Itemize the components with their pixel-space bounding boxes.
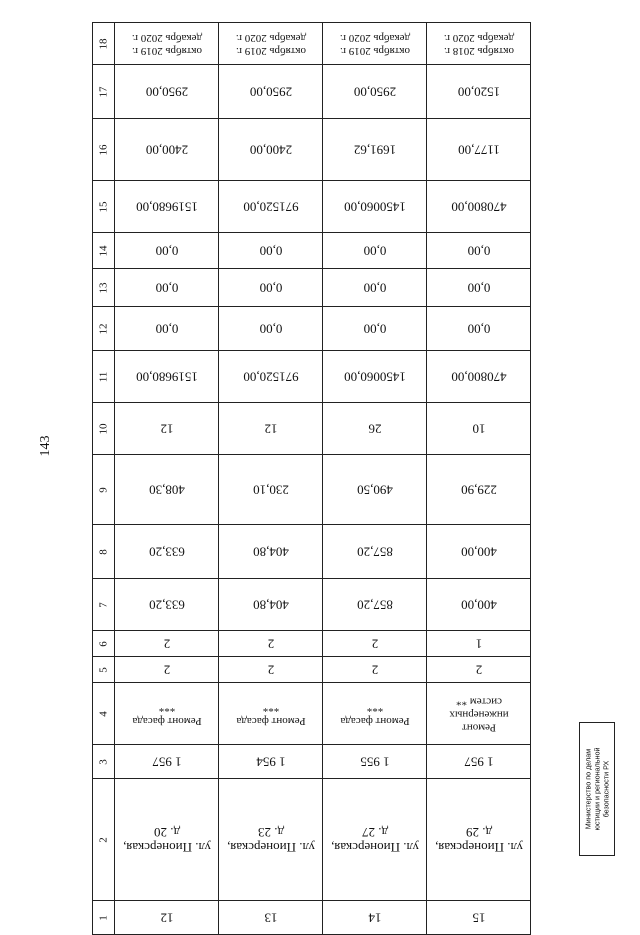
cell-value: 633,20: [148, 597, 185, 612]
table-row: [93, 455, 531, 525]
table-cell: [427, 23, 531, 65]
cell-text: д. 23: [257, 824, 284, 840]
cell-value: 0,00: [259, 243, 282, 258]
column-number: 6: [97, 640, 109, 647]
cell-value: 470800,00: [450, 369, 507, 384]
table-cell: [115, 525, 219, 579]
cell-value: 1: [475, 636, 482, 651]
cell-value: 490,50: [356, 482, 393, 497]
table-cell: [115, 269, 219, 307]
column-number-cell: [93, 307, 115, 351]
cell-value: 229,90: [460, 482, 497, 497]
table-cell: [115, 65, 219, 119]
cell-value: 1 954: [255, 754, 286, 769]
table-cell: [323, 579, 427, 631]
cell-text: д. 29: [465, 824, 492, 840]
table-row: [93, 181, 531, 233]
cell-value: 1520,00: [457, 84, 500, 99]
cell-value: 857,20: [356, 597, 393, 612]
data-table: [92, 22, 531, 935]
table-row: [93, 525, 531, 579]
cell-value: 2: [267, 662, 274, 677]
table-cell: [323, 351, 427, 403]
table-cell: [219, 23, 323, 65]
cell-text: Ремонт фасада: [235, 714, 306, 727]
table-row: [93, 657, 531, 683]
cell-value: 404,80: [252, 597, 289, 612]
cell-value: 1 957: [151, 754, 182, 769]
table-cell: [115, 579, 219, 631]
table-cell: [323, 119, 427, 181]
table-cell: [323, 181, 427, 233]
column-number-cell: [93, 901, 115, 935]
cell-text: октябрь 2019 г.: [339, 44, 410, 57]
column-number: 3: [97, 758, 109, 765]
table-row: [93, 745, 531, 779]
table-cell: [115, 181, 219, 233]
cell-value: 470800,00: [450, 199, 507, 214]
cell-text: декабрь 2020 г.: [131, 31, 202, 44]
cell-value: 0,00: [155, 280, 178, 295]
cell-text: систем **: [455, 695, 502, 707]
column-number: 16: [97, 144, 109, 155]
table-row: [93, 403, 531, 455]
cell-value: 12: [264, 421, 277, 436]
table-row: [93, 779, 531, 901]
table-cell: [219, 181, 323, 233]
column-number-cell: [93, 683, 115, 745]
cell-value: 1177,00: [457, 142, 500, 157]
column-number-cell: [93, 181, 115, 233]
stamp-line: юстиции и региональной: [592, 747, 602, 831]
column-number-cell: [93, 403, 115, 455]
cell-text: ***: [262, 701, 279, 714]
cell-text: декабрь 2020 г.: [443, 31, 514, 44]
table-cell: [427, 269, 531, 307]
table-cell: [219, 233, 323, 269]
column-number: 12: [97, 323, 109, 334]
column-number: 2: [97, 836, 109, 843]
cell-value: 400,00: [460, 597, 497, 612]
table-cell: [219, 65, 323, 119]
table-row: [93, 631, 531, 657]
cell-value: 971520,00: [242, 199, 299, 214]
table-cell: [323, 745, 427, 779]
cell-value: 0,00: [363, 243, 386, 258]
column-number: 10: [97, 423, 109, 434]
cell-value: 2: [371, 636, 378, 651]
table-cell: [115, 233, 219, 269]
cell-value: 1450060,00: [343, 199, 406, 214]
column-number-cell: [93, 65, 115, 119]
cell-value: 0,00: [155, 243, 178, 258]
table-cell: [323, 65, 427, 119]
cell-value: 12: [160, 910, 173, 925]
cell-value: 2400,00: [145, 142, 188, 157]
table-cell: [323, 901, 427, 935]
cell-value: 2: [475, 662, 482, 677]
cell-value: 230,10: [252, 482, 289, 497]
table-row: [93, 307, 531, 351]
table-cell: [427, 683, 531, 745]
cell-text: октябрь 2019 г.: [235, 44, 306, 57]
column-number-cell: [93, 525, 115, 579]
cell-text: ***: [158, 701, 175, 714]
table-cell: [323, 307, 427, 351]
table-row: [93, 351, 531, 403]
cell-value: 2: [163, 662, 170, 677]
cell-value: 1519680,00: [135, 369, 198, 384]
cell-text: октябрь 2018 г.: [443, 44, 514, 57]
cell-value: 857,20: [356, 544, 393, 559]
column-number: 17: [97, 86, 109, 97]
table-cell: [115, 683, 219, 745]
column-number: 11: [97, 371, 109, 382]
table-cell: [219, 351, 323, 403]
cell-value: 2: [371, 662, 378, 677]
cell-text: Ремонт фасада: [339, 714, 410, 727]
stamp-line: безопасности РХ: [601, 760, 611, 818]
table-cell: [427, 455, 531, 525]
table-row: [93, 579, 531, 631]
page-number: 143: [38, 435, 53, 457]
column-number: 15: [97, 201, 109, 212]
table-cell: [115, 23, 219, 65]
cell-text: декабрь 2020 г.: [339, 31, 410, 44]
table-cell: [427, 901, 531, 935]
table-cell: [427, 65, 531, 119]
table-cell: [323, 233, 427, 269]
cell-value: 1 957: [463, 754, 494, 769]
cell-text: ул. Пионерская,: [434, 839, 523, 855]
cell-value: 2: [163, 636, 170, 651]
table-cell: [219, 579, 323, 631]
table-cell: [427, 745, 531, 779]
cell-value: 400,00: [460, 544, 497, 559]
column-number: 14: [97, 245, 109, 256]
table-cell: [219, 631, 323, 657]
column-number: 9: [97, 486, 109, 493]
table-cell: [427, 351, 531, 403]
cell-value: 0,00: [467, 321, 490, 336]
cell-value: 2400,00: [249, 142, 292, 157]
cell-value: 0,00: [467, 280, 490, 295]
cell-text: Ремонт: [461, 721, 496, 733]
column-number: 13: [97, 282, 109, 293]
table-cell: [323, 657, 427, 683]
table-cell: [115, 901, 219, 935]
table-cell: [323, 683, 427, 745]
cell-value: 12: [160, 421, 173, 436]
cell-text: д. 20: [153, 824, 180, 840]
table-cell: [427, 779, 531, 901]
cell-value: 26: [368, 421, 381, 436]
table-cell: [219, 683, 323, 745]
column-number-cell: [93, 631, 115, 657]
table-cell: [115, 403, 219, 455]
cell-text: ул. Пионерская,: [330, 839, 419, 855]
cell-value: 633,20: [148, 544, 185, 559]
table-cell: [219, 779, 323, 901]
table-cell: [427, 233, 531, 269]
cell-value: 0,00: [259, 280, 282, 295]
cell-text: ул. Пионерская,: [226, 839, 315, 855]
column-number: 5: [97, 666, 109, 673]
table-cell: [427, 403, 531, 455]
column-number-cell: [93, 119, 115, 181]
column-number-cell: [93, 745, 115, 779]
table-cell: [115, 307, 219, 351]
cell-text: Ремонт фасада: [131, 714, 202, 727]
table-cell: [219, 525, 323, 579]
table-cell: [427, 631, 531, 657]
table-cell: [323, 269, 427, 307]
cell-value: 1450060,00: [343, 369, 406, 384]
cell-text: д. 27: [361, 824, 388, 840]
cell-value: 1519680,00: [135, 199, 198, 214]
table-row: [93, 269, 531, 307]
table-row: [93, 901, 531, 935]
table-row: [93, 683, 531, 745]
cell-value: 971520,00: [242, 369, 299, 384]
column-number: 1: [97, 914, 109, 921]
table-cell: [323, 23, 427, 65]
cell-value: 2950,00: [145, 84, 188, 99]
table-cell: [219, 745, 323, 779]
table-row: [93, 119, 531, 181]
column-number-cell: [93, 269, 115, 307]
cell-value: 14: [368, 910, 381, 925]
registration-stamp: [579, 722, 615, 856]
cell-value: 0,00: [259, 321, 282, 336]
column-number-cell: [93, 579, 115, 631]
column-number-cell: [93, 779, 115, 901]
table-cell: [115, 631, 219, 657]
column-number-cell: [93, 351, 115, 403]
cell-value: 2950,00: [249, 84, 292, 99]
table-cell: [115, 119, 219, 181]
cell-value: 1691,62: [353, 142, 396, 157]
column-number-cell: [93, 233, 115, 269]
cell-value: 404,80: [252, 544, 289, 559]
stamp-line: Министерство по делам: [583, 748, 593, 830]
column-number: 8: [97, 548, 109, 555]
column-number: 7: [97, 601, 109, 608]
table-cell: [115, 657, 219, 683]
table-cell: [115, 351, 219, 403]
column-number-cell: [93, 657, 115, 683]
cell-value: 408,30: [148, 482, 185, 497]
table-cell: [323, 403, 427, 455]
table-cell: [427, 579, 531, 631]
cell-value: 2: [267, 636, 274, 651]
cell-value: 2950,00: [353, 84, 396, 99]
column-number: 18: [97, 38, 109, 49]
cell-text: октябрь 2019 г.: [131, 44, 202, 57]
cell-value: 0,00: [155, 321, 178, 336]
table-cell: [219, 657, 323, 683]
table-row: [93, 233, 531, 269]
table-cell: [115, 745, 219, 779]
table-cell: [323, 631, 427, 657]
table-cell: [115, 455, 219, 525]
cell-value: 0,00: [467, 243, 490, 258]
cell-text: ул. Пионерская,: [122, 839, 211, 855]
cell-value: 0,00: [363, 321, 386, 336]
column-number-cell: [93, 455, 115, 525]
table-cell: [115, 779, 219, 901]
table-cell: [323, 455, 427, 525]
table-row: [93, 23, 531, 65]
cell-value: 15: [472, 910, 485, 925]
table-cell: [427, 525, 531, 579]
table-cell: [427, 119, 531, 181]
cell-text: декабрь 2020 г.: [235, 31, 306, 44]
table-cell: [219, 269, 323, 307]
table-cell: [219, 455, 323, 525]
table-cell: [219, 403, 323, 455]
cell-value: 13: [264, 910, 277, 925]
table-cell: [427, 657, 531, 683]
cell-text: инженерных: [448, 708, 509, 720]
cell-value: 10: [472, 421, 485, 436]
table-cell: [219, 901, 323, 935]
table-cell: [427, 181, 531, 233]
column-number: 4: [97, 710, 109, 717]
table-cell: [219, 119, 323, 181]
table-cell: [219, 307, 323, 351]
column-number-cell: [93, 23, 115, 65]
cell-text: ***: [366, 701, 383, 714]
cell-value: 0,00: [363, 280, 386, 295]
cell-value: 1 955: [359, 754, 390, 769]
table-cell: [427, 307, 531, 351]
table-cell: [323, 525, 427, 579]
table-cell: [323, 779, 427, 901]
table-row: [93, 65, 531, 119]
